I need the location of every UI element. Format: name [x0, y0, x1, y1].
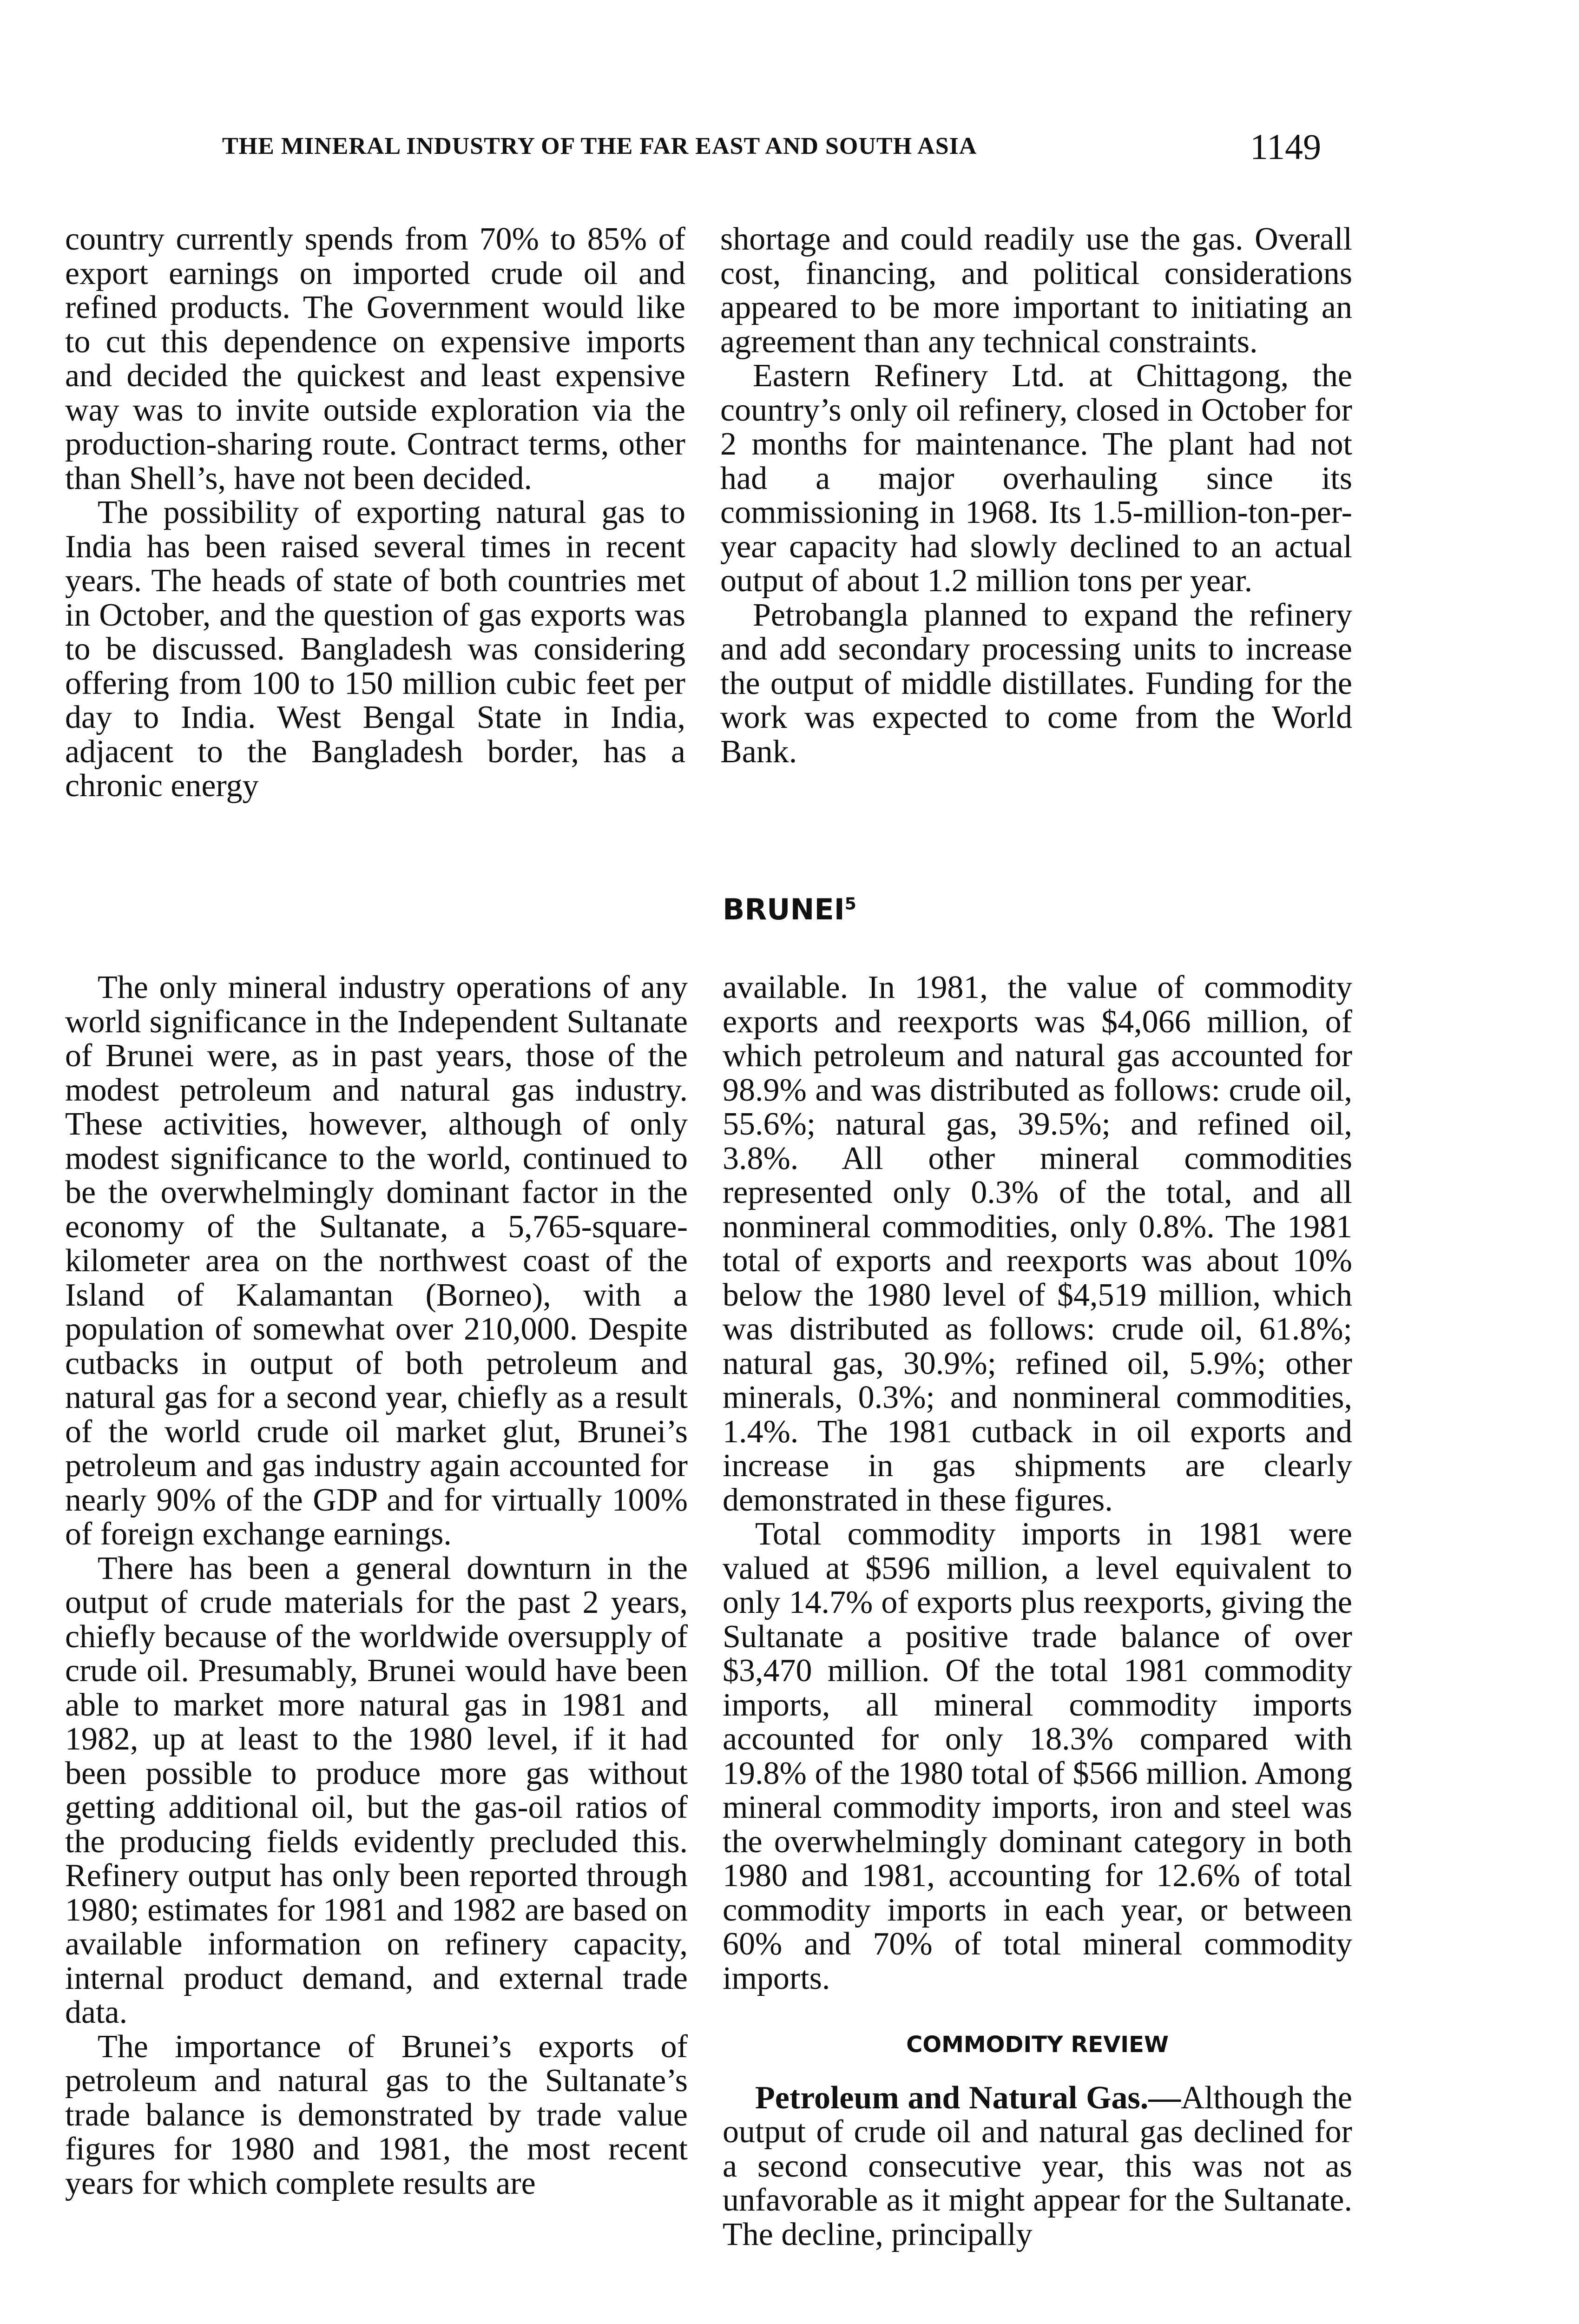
run-in-heading: Petroleum and Natural Gas.—	[755, 2080, 1181, 2116]
bangladesh-left-column	[65, 222, 685, 803]
paragraph: The only mineral industry operations of any world significance in the Independent Sultanate of Brunei were, as in past years, those of the modest petroleum and natural gas industry. These activities, however, although of only modest significance to the world, continued to be the overwhelmingly dominant factor in the economy of the Sultanate, a 5,765-square-kilometer area on the northwest coast of the Island of Kalamantan (Borneo), with a population of somewhat over 210,000. Despite cutbacks in output of both petroleum and natural gas for a second year, chiefly as a result of the world crude oil market glut, Brunei’s petroleum and gas industry again accounted for nearly 90% of the GDP and for virtually 100% of foreign exchange earnings.	[65, 970, 688, 1552]
bangladesh-right-column	[720, 222, 1352, 769]
paragraph: The possibility of exporting natural gas to India has been raised several times in recent years. The heads of state of both countries met in October, and the question of gas exports was to be discussed. Bangladesh was considering offering from 100 to 150 million cubic feet per day to India. West Bengal State in India, adjacent to the Bangladesh border, has a chronic energy	[65, 495, 685, 804]
page-number: 1149	[1250, 126, 1322, 167]
paragraph: available. In 1981, the value of commodity exports and reexports was $4,066 million, of which petroleum and natural gas accounted for 98.9% and was distributed as follows: crude oil, 55.6%; natural gas, 39.5%; and refined oil, 3.8%. All other mineral commodities represented only 0.3% of the total, and all nonmineral commodities, only 0.8%. The 1981 total of exports and reexports was about 10% below the 1980 level of $4,519 million, which was distributed as follows: crude oil, 61.8%; natural gas, 30.9%; refined oil, 5.9%; other minerals, 0.3%; and nonmineral commodities, 1.4%. The 1981 cutback in oil exports and increase in gas shipments are clearly demonstrated in these figures.	[723, 970, 1352, 1518]
paragraph: Eastern Refinery Ltd. at Chittagong, the country’s only oil refinery, closed in October for 2 months for maintenance. The plant had not had a major overhauling since its commissioning in 1968. Its 1.5-million-ton-per-year capacity had slowly declined to an actual output of about 1.2 million tons per year.	[720, 358, 1352, 599]
section-heading-text: BRUNEI	[723, 892, 845, 926]
paragraph: Total commodity imports in 1981 were valued at $596 million, a level equivalent to only 14.7% of exports plus reexports, giving the Sultanate a positive trade balance of over $3,470 million. Of the total 1981 commodity imports, all mineral commodity imports accounted for only 18.3% compared with 19.8% of the 1980 total of $566 million. Among mineral commodity imports, iron and steel was the overwhelmingly dominant category in both 1980 and 1981, accounting for 12.6% of total commodity imports in each year, or between 60% and 70% of total mineral commodity imports.	[723, 1516, 1352, 1996]
paragraph: There has been a general downturn in the output of crude materials for the past 2 years, chiefly because of the worldwide oversupply of crude oil. Presumably, Brunei would have been able to market more natural gas in 1981 and 1982, up at least to the 1980 level, if it had been possible to produce more gas without getting additional oil, but the gas-oil ratios of the producing fields evidently precluded this. Refinery output has only been reported through 1980; estimates for 1981 and 1982 are based on available information on refinery capacity, internal product demand, and external trade data.	[65, 1550, 688, 2030]
brunei-left-column	[65, 971, 688, 2200]
running-header-title: THE MINERAL INDUSTRY OF THE FAR EAST AND SOUTH ASIA	[222, 133, 977, 159]
section-heading-brunei	[0, 892, 1579, 926]
paragraph: The importance of Brunei’s exports of petroleum and natural gas to the Sultanate’s trade balance is demonstrated by trade value figures for 1980 and 1981, the most recent years for which complete results are	[65, 2028, 688, 2201]
paragraph	[723, 2081, 1352, 2252]
brunei-right-column	[723, 971, 1352, 2251]
paragraph: Petrobangla planned to expand the refinery and add secondary processing units to increase the output of middle distillates. Funding for the work was expected to come from the World Bank.	[720, 597, 1352, 770]
running-header	[0, 126, 1579, 188]
paragraph: shortage and could readily use the gas. Overall cost, financing, and political considerations appeared to be more important to initiating an agreement than any technical constraints.	[720, 221, 1352, 360]
commodity-review-heading: COMMODITY REVIEW	[906, 2032, 1169, 2058]
footnote-marker: 5	[844, 894, 856, 914]
paragraph-text: Although the output of crude oil and natural gas declined for a second consecutive year, this was not as unfavorable as it might appear for the Sultanate. The decline, principally	[723, 2080, 1352, 2252]
paragraph: country currently spends from 70% to 85% of export earnings on imported crude oil and refined products. The Government would like to cut this dependence on expensive imports and decided the quickest and least expensive way was to invite outside exploration via the production-sharing route. Contract terms, other than Shell’s, have not been decided.	[65, 221, 685, 496]
